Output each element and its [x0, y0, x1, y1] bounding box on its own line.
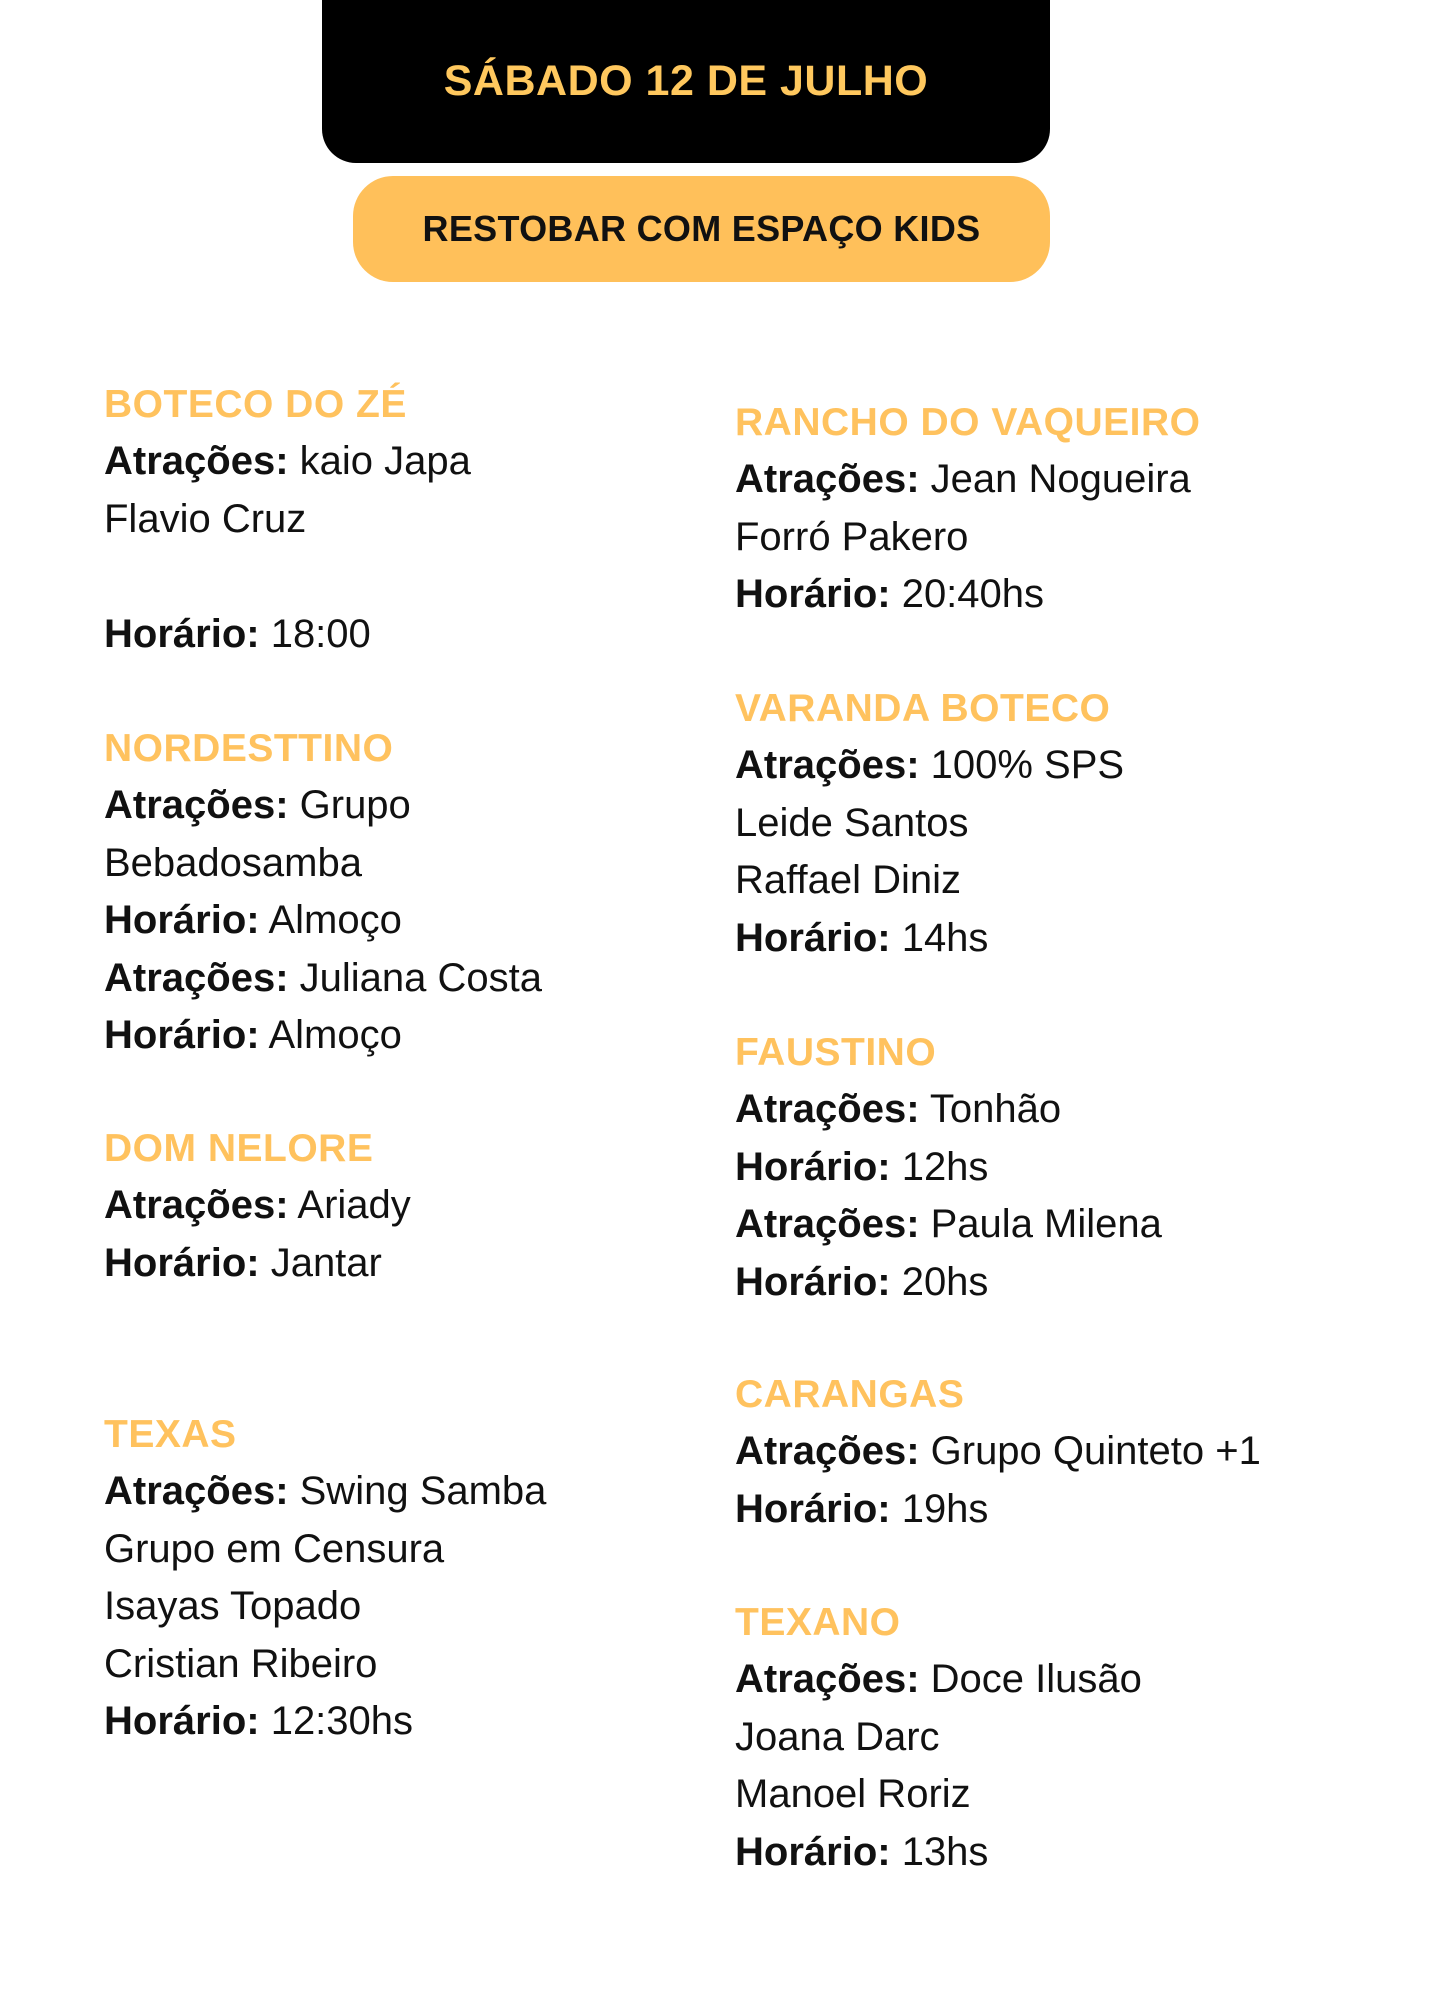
field-value: Bebadosamba — [104, 840, 362, 885]
field-value: Swing Samba — [288, 1469, 547, 1514]
attraction-name — [735, 1709, 1395, 1766]
field-label: Horário: — [735, 915, 891, 960]
attractions-line — [735, 451, 1395, 508]
schedule-line — [735, 566, 1395, 623]
venue-boteco-do-ze — [104, 376, 704, 663]
venue-name: TEXANO — [735, 1601, 901, 1644]
attractions-line — [735, 1651, 1395, 1708]
field-value: Jantar — [259, 1240, 382, 1285]
venue-name: CARANGAS — [735, 1373, 965, 1416]
field-label: Atrações: — [735, 457, 920, 502]
venue-faustino — [735, 1024, 1395, 1311]
venue-name: NORDESTTINO — [104, 727, 394, 770]
field-label: Atrações: — [104, 1183, 289, 1228]
venue-name: BOTECO DO ZÉ — [104, 383, 407, 426]
subtitle-label: RESTOBAR COM ESPAÇO KIDS — [422, 208, 981, 249]
field-label: Atrações: — [104, 955, 289, 1000]
venue-dom-nelore — [104, 1120, 704, 1292]
schedule-line — [104, 1693, 704, 1750]
field-label: Horário: — [735, 1486, 891, 1531]
attractions-line — [735, 737, 1395, 794]
field-value: 100% SPS — [919, 743, 1125, 788]
field-label: Horário: — [104, 1013, 260, 1058]
field-value: Doce Ilusão — [919, 1657, 1142, 1702]
field-label: Horário: — [735, 1144, 891, 1189]
schedule-line — [735, 1139, 1395, 1196]
field-value: Jean Nogueira — [919, 457, 1191, 502]
field-value: Leide Santos — [735, 800, 969, 845]
field-value: Paula Milena — [919, 1202, 1162, 1247]
date-title: SÁBADO 12 DE JULHO — [443, 57, 929, 105]
attractions-line — [104, 777, 704, 834]
venue-name: TEXAS — [104, 1413, 237, 1456]
field-label: Atrações: — [735, 1087, 920, 1132]
field-label: Horário: — [735, 1259, 891, 1304]
field-label: Horário: — [735, 1829, 891, 1874]
field-value: 12hs — [890, 1144, 989, 1189]
attraction-name — [104, 835, 704, 892]
field-label: Horário: — [104, 611, 260, 656]
venue-name: VARANDA BOTECO — [735, 687, 1111, 730]
attractions-line — [735, 1423, 1395, 1480]
field-value: Joana Darc — [735, 1714, 940, 1759]
field-label: Atrações: — [735, 743, 920, 788]
field-value: Manoel Roriz — [735, 1772, 971, 1817]
venue-nordesttino — [104, 720, 704, 1064]
field-label: Atrações: — [104, 783, 289, 828]
field-value: 19hs — [890, 1486, 989, 1531]
venue-name: FAUSTINO — [735, 1031, 937, 1074]
field-value: kaio Japa — [288, 439, 471, 484]
attractions-line — [104, 433, 704, 490]
schedule-line — [735, 1824, 1395, 1881]
schedule-line — [104, 606, 704, 663]
field-label: Atrações: — [735, 1429, 920, 1474]
field-value: Ariady — [288, 1183, 411, 1228]
schedule-line — [104, 892, 704, 949]
attractions-line — [735, 1081, 1395, 1138]
schedule-line — [104, 1235, 704, 1292]
field-value: Grupo em Censura — [104, 1526, 445, 1571]
field-value: Forró Pakero — [735, 514, 969, 559]
schedule-line — [735, 1254, 1395, 1311]
venue-varanda-boteco — [735, 680, 1395, 967]
field-value: Grupo — [288, 783, 411, 828]
field-value: Isayas Topado — [104, 1584, 362, 1629]
spacer — [104, 548, 704, 605]
attraction-name — [104, 491, 704, 548]
field-value: 12:30hs — [259, 1699, 414, 1744]
attraction-name — [735, 852, 1395, 909]
field-label: Horário: — [104, 1240, 260, 1285]
attraction-name — [104, 1636, 704, 1693]
attractions-line — [104, 1177, 704, 1234]
attraction-name — [735, 509, 1395, 566]
field-label: Atrações: — [735, 1657, 920, 1702]
field-value: 20hs — [890, 1259, 989, 1304]
subtitle-pill — [353, 176, 1050, 282]
schedule-line — [735, 1481, 1395, 1538]
venue-rancho-do-vaqueiro — [735, 394, 1395, 624]
field-label: Atrações: — [104, 1469, 289, 1514]
attractions-line — [104, 950, 704, 1007]
field-value: Juliana Costa — [288, 955, 542, 1000]
date-banner — [322, 0, 1050, 163]
field-value: Tonhão — [919, 1087, 1062, 1132]
field-value: Almoço — [259, 898, 402, 943]
venue-name: DOM NELORE — [104, 1127, 374, 1170]
schedule-line — [735, 910, 1395, 967]
schedule-line — [104, 1007, 704, 1064]
venue-texas — [104, 1406, 704, 1750]
field-label: Horário: — [104, 1699, 260, 1744]
field-label: Horário: — [735, 572, 891, 617]
attractions-line — [104, 1463, 704, 1520]
field-value: Almoço — [259, 1013, 402, 1058]
field-value: 20:40hs — [890, 572, 1045, 617]
venue-name: RANCHO DO VAQUEIRO — [735, 401, 1201, 444]
attractions-line — [735, 1196, 1395, 1253]
attraction-name — [735, 1766, 1395, 1823]
field-value: Grupo Quinteto +1 — [919, 1429, 1261, 1474]
attraction-name — [735, 795, 1395, 852]
field-value: 13hs — [890, 1829, 989, 1874]
field-value: Raffael Diniz — [735, 858, 962, 903]
field-value: 18:00 — [259, 611, 371, 656]
field-label: Atrações: — [735, 1202, 920, 1247]
field-value: Cristian Ribeiro — [104, 1641, 378, 1686]
field-value: Flavio Cruz — [104, 496, 307, 541]
venue-texano — [735, 1594, 1395, 1881]
attraction-name — [104, 1521, 704, 1578]
venue-carangas — [735, 1366, 1395, 1538]
attraction-name — [104, 1578, 704, 1635]
field-label: Atrações: — [104, 439, 289, 484]
field-label: Horário: — [104, 898, 260, 943]
field-value: 14hs — [890, 915, 989, 960]
